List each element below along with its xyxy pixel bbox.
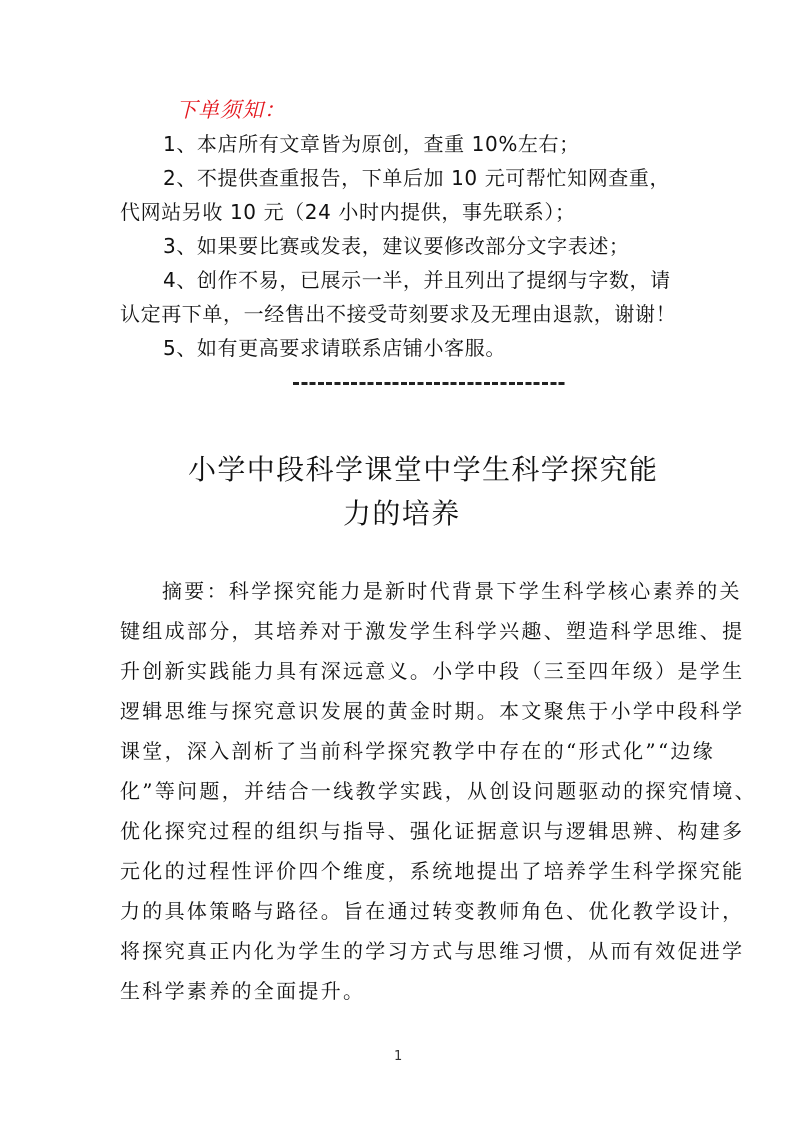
abstract-line: 力的具体策略与路径。旨在通过转变教师角色、优化教学设计， (120, 899, 745, 923)
abstract-line: 化”等问题，并结合一线教学实践，从创设问题驱动的探究情境、 (120, 779, 757, 803)
abstract-line: 摘要：科学探究能力是新时代背景下学生科学核心素养的关 (162, 579, 742, 603)
document-title-line-1: 小学中段科学课堂中学生科学探究能 (188, 453, 659, 486)
notice-item-2: 2、不提供查重报告，下单后加 10 元可帮忙知网查重， (163, 166, 671, 190)
abstract-line: 生科学素养的全面提升。 (120, 979, 366, 1003)
document-title-line-2: 力的培养 (343, 497, 461, 530)
notice-item-4: 4、创作不易，已展示一半，并且列出了提纲与字数，请 (163, 268, 671, 292)
abstract-line: 元化的过程性评价四个维度，系统地提出了培养学生科学探究能 (120, 859, 745, 883)
dashed-divider (293, 382, 567, 385)
notice-item-5: 5、如有更高要求请联系店铺小客服。 (163, 336, 506, 360)
notice-item-4-continued: 认定再下单，一经售出不接受苛刻要求及无理由退款，谢谢！ (120, 302, 677, 326)
abstract-line: 课堂，深入剖析了当前科学探究教学中存在的“形式化”“边缘 (120, 739, 716, 763)
notice-item-3: 3、如果要比赛或发表，建议要修改部分文字表述； (163, 234, 630, 258)
abstract-line: 逻辑思维与探究意识发展的黄金时期。本文聚焦于小学中段科学 (120, 699, 745, 723)
abstract-line: 将探究真正内化为学生的学习方式与思维习惯，从而有效促进学 (120, 939, 745, 963)
notice-item-2-continued: 代网站另收 10 元（24 小时内提供，事先联系）； (120, 200, 576, 224)
notice-item-1: 1、本店所有文章皆为原创，查重 10%左右； (163, 132, 580, 156)
abstract-line: 优化探究过程的组织与指导、强化证据意识与逻辑思辨、构建多 (120, 819, 745, 843)
abstract-line: 键组成部分，其培养对于激发学生科学兴趣、塑造科学思维、提 (120, 619, 745, 643)
abstract-line: 升创新实践能力具有深远意义。小学中段（三至四年级）是学生 (120, 659, 745, 683)
page-number: 1 (394, 1049, 403, 1064)
notice-title: 下单须知： (176, 98, 286, 122)
